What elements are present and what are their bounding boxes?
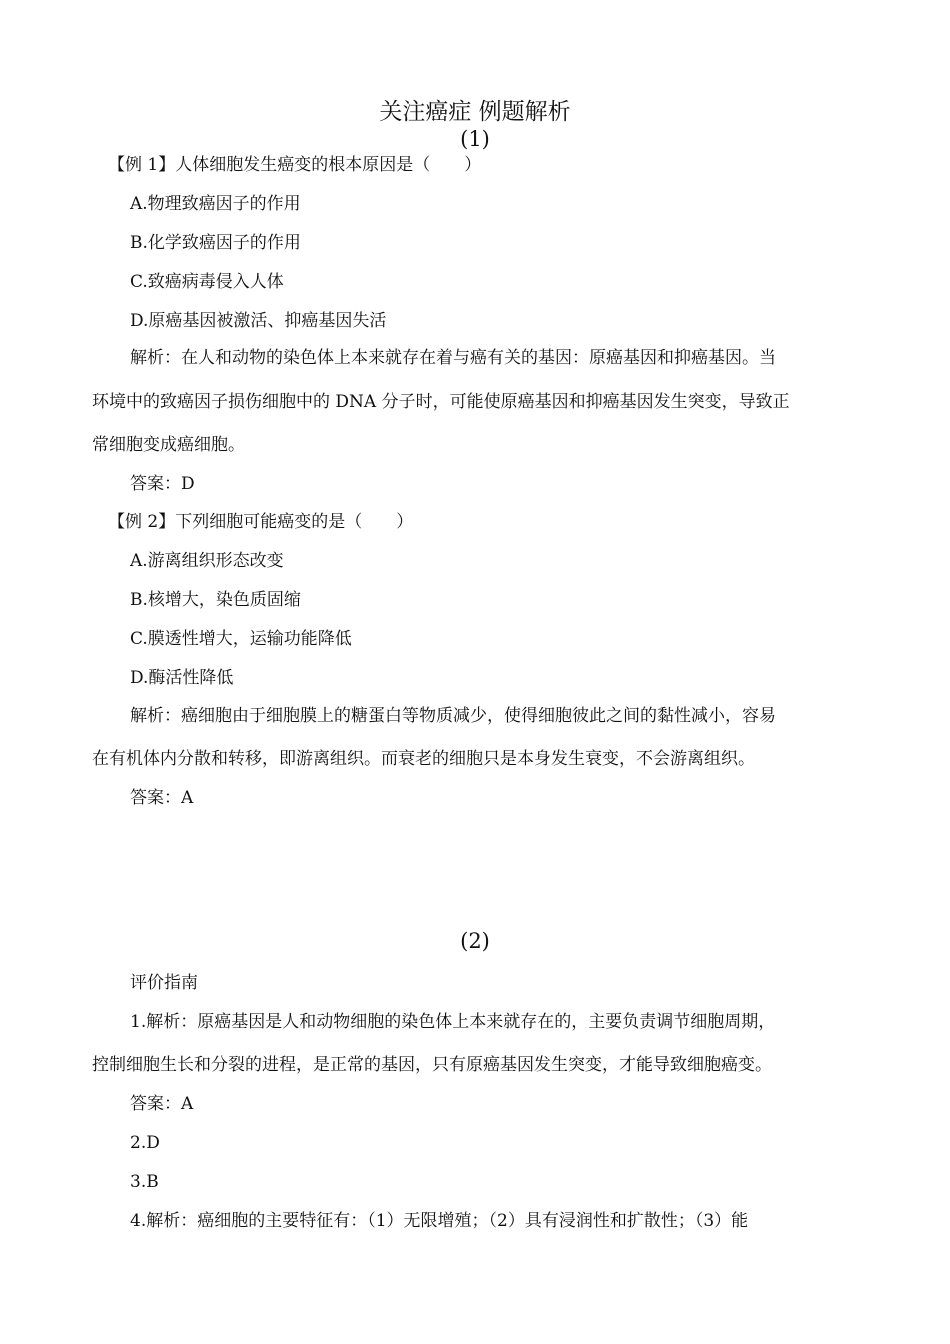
example1-option-b: B.化学致癌因子的作用 — [130, 233, 301, 253]
example2-option-c: C.膜透性增大，运输功能降低 — [130, 629, 352, 649]
guide-item1-line: 控制细胞生长和分裂的进程，是正常的基因，只有原癌基因发生突变，才能导致细胞癌变。 — [92, 1055, 772, 1075]
example2-question: 【例 2】下列细胞可能癌变的是（ ） — [108, 512, 414, 532]
example1-answer: 答案：D — [130, 474, 195, 494]
guide-item4-line: 4.解析：癌细胞的主要特征有：（1）无限增殖；（2）具有浸润性和扩散性；（3）能 — [130, 1211, 749, 1231]
example2-option-d: D.酶活性降低 — [130, 668, 234, 688]
example1-option-c: C.致癌病毒侵入人体 — [130, 272, 284, 292]
guide-item2: 2.D — [130, 1133, 160, 1153]
guide-heading: 评价指南 — [130, 973, 198, 993]
example2-analysis-line: 在有机体内分散和转移，即游离组织。而衰老的细胞只是本身发生衰变，不会游离组织。 — [92, 749, 755, 769]
section-label-2: (2) — [460, 929, 490, 953]
example1-option-a: A.物理致癌因子的作用 — [130, 194, 301, 214]
example2-option-b: B.核增大，染色质固缩 — [130, 590, 301, 610]
guide-item1-line: 1.解析：原癌基因是人和动物细胞的染色体上本来就存在的，主要负责调节细胞周期， — [130, 1012, 776, 1032]
page-title: 关注癌症 例题解析 — [379, 99, 571, 125]
guide-item3: 3.B — [130, 1172, 159, 1192]
example1-question: 【例 1】人体细胞发生癌变的根本原因是（ ） — [108, 155, 482, 175]
example1-analysis-line: 解析：在人和动物的染色体上本来就存在着与癌有关的基因：原癌基因和抑癌基因。当 — [130, 348, 776, 368]
example2-answer: 答案：A — [130, 788, 194, 808]
example1-analysis-line: 环境中的致癌因子损伤细胞中的 DNA 分子时，可能使原癌基因和抑癌基因发生突变，导致正 — [92, 392, 790, 412]
guide-item1-answer: 答案：A — [130, 1094, 194, 1114]
example1-option-d: D.原癌基因被激活、抑癌基因失活 — [130, 311, 387, 331]
example2-analysis-line: 解析：癌细胞由于细胞膜上的糖蛋白等物质减少，使得细胞彼此之间的黏性减小，容易 — [130, 706, 776, 726]
section-label-1: (1) — [460, 127, 490, 151]
example2-option-a: A.游离组织形态改变 — [130, 551, 284, 571]
example1-analysis-line: 常细胞变成癌细胞。 — [92, 435, 245, 455]
